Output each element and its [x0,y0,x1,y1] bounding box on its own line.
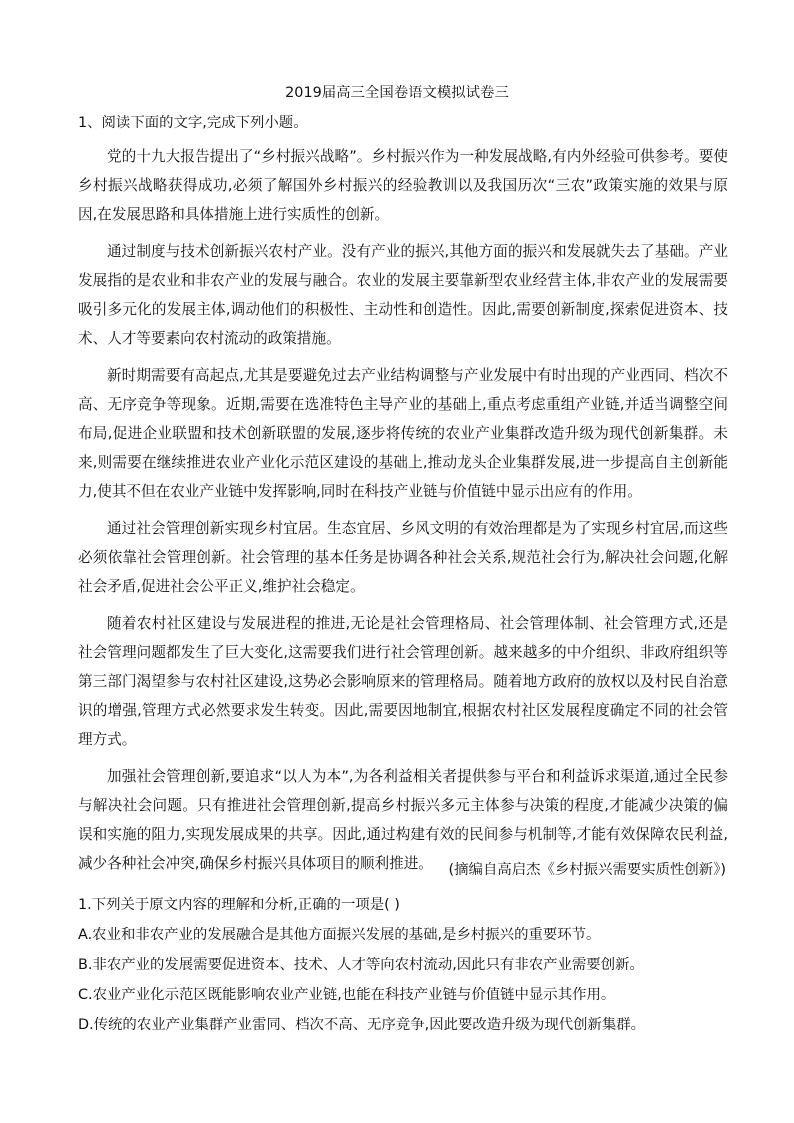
passage-paragraph: 新时期需要有高起点,尤其是要避免过去产业结构调整与产业发展中有时出现的产业西同、档次不高、无序竞争等现象。近期,需要在选准特色主导产业的基础上,重点考虑重组产业链,并适当调整空间布局,促进企业联盟和技术创新联盟的发展,逐步将传统的农业产业集群改造升级为现代创新集群。未来,则需要在继续推进农业产业化示范区建设的基础上,推动龙头企业集群发展,进一步提高自主创新能力,使其不但在农业产业链中发挥影响,同时在科技产业链与价值链中显示出应有的作用。 [78,367,728,500]
source-citation: (摘编自高启杰《乡村振兴需要实质性创新》) [448,862,726,878]
multiple-choice-question [78,890,728,1040]
option-a: A.农业和非农产业的发展融合是其他方面振兴发展的基础,是乡村振兴的重要环节。 [78,927,601,943]
question-stem: 1.下列关于原文内容的理解和分析,正确的一项是( ) [78,897,400,913]
question-heading: 1、阅读下面的文字,完成下列小题。 [78,115,308,131]
exam-title: 2019届高三全国卷语文模拟试卷三 [285,85,509,101]
reading-passage [78,142,728,886]
passage-paragraph: 随着农村社区建设与发展进程的推进,无论是社会管理格局、社会管理体制、社会管理方式,还是社会管理问题都发生了巨大变化,这需要我们进行社会管理创新。越来越多的中介组织、非政府组织等第三部门渴望参与农村社区建设,这势必会影响原来的管理格局。随着地方政府的放权以及村民自治意识的增强,管理方式必然要求发生转变。因此,需要因地制宜,根据农村社区发展程度确定不同的社会管理方式。 [78,615,728,748]
option-b: B.非农产业的发展需要促进资本、技术、人才等向农村流动,因此只有非农产业需要创新。 [78,957,644,973]
passage-paragraph: 通过制度与技术创新振兴农村产业。没有产业的振兴,其他方面的振兴和发展就失去了基础。产业发展指的是农业和非农产业的发展与融合。农业的发展主要靠新型农业经营主体,非农产业的发展需要吸引多元化的发展主体,调动他们的积极性、主动性和创造性。因此,需要创新制度,探索促进资本、技术、人才等要素向农村流动的政策措施。 [78,243,728,347]
passage-paragraph: 党的十九大报告提出了“乡村振兴战略”。乡村振兴作为一种发展战略,有内外经验可供参考。要使乡村振兴战略获得成功,必须了解国外乡村振兴的经验教训以及我国历次“三农”政策实施的效果与原因,在发展思路和具体措施上进行实质性的创新。 [78,148,728,223]
passage-paragraph: 加强社会管理创新,要追求“以人为本”,为各利益相关者提供参与平台和利益诉求渠道,通过全民参与解决社会问题。只有推进社会管理创新,提高乡村振兴多元主体参与决策的程度,才能减少决策的偏误和实施的阻力,实现发展成果的共享。因此,通过构建有效的民间参与机制等,才能有效保障农民利益,减少各种社会冲突,确保乡村振兴具体项目的顺利推进。 [78,768,728,872]
passage-paragraph: 通过社会管理创新实现乡村宜居。生态宜居、乡风文明的有效治理都是为了实现乡村宜居,而这些必须依靠社会管理创新。社会管理的基本任务是协调各种社会关系,规范社会行为,解决社会问题,化解社会矛盾,促进社会公平正义,维护社会稳定。 [78,520,728,595]
option-c: C.农业产业化示范区既能影响农业产业链,也能在科技产业链与价值链中显示其作用。 [78,987,616,1003]
option-d: D.传统的农业产业集群产业雷同、档次不高、无序竞争,因此要改造升级为现代创新集群。 [78,1017,646,1033]
